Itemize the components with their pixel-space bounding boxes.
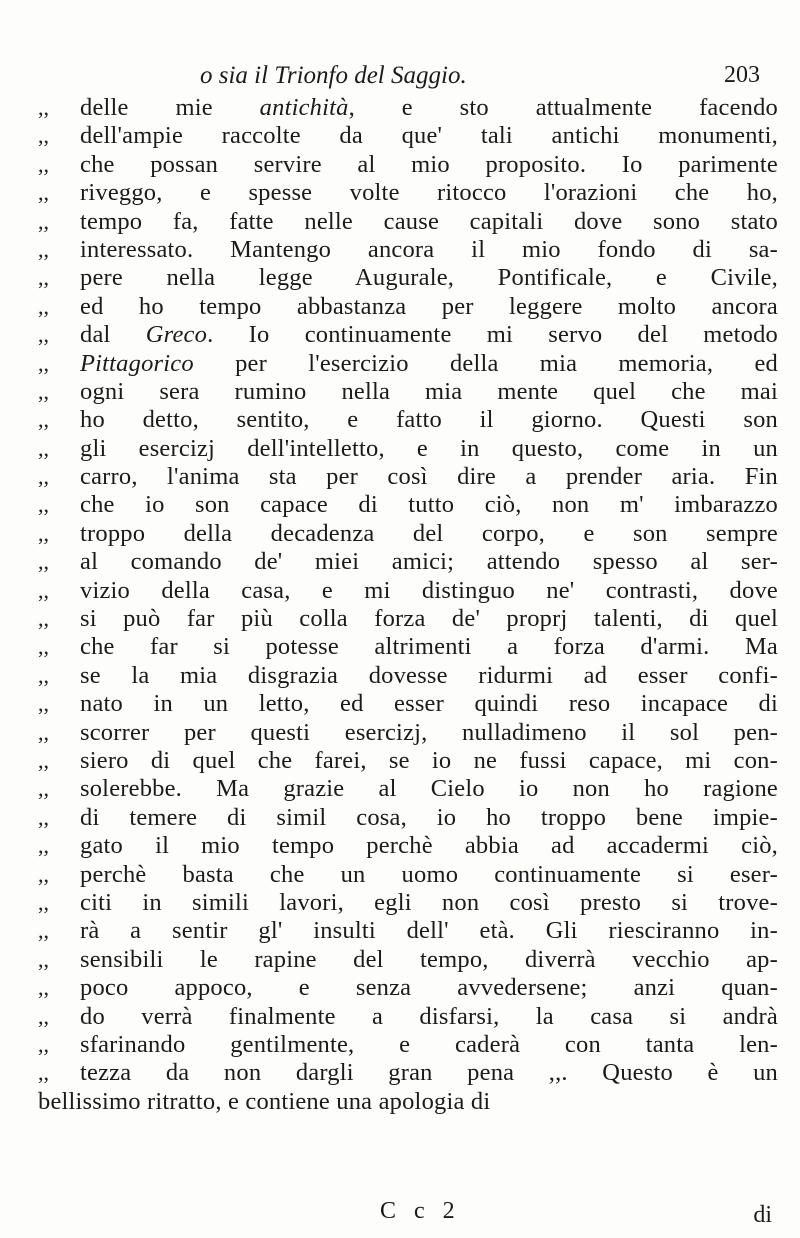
quote-mark: ,, [38, 1060, 49, 1086]
text-run: gato il mio tempo perchè abbia ad accadermi ciò, [80, 832, 778, 860]
text-line [38, 974, 778, 1002]
quote-mark: ,, [38, 435, 49, 461]
text-run: riveggo, e spesse volte ritocco l'orazioni che ho, [80, 179, 778, 207]
line-text [80, 605, 778, 633]
text-run: per l'esercizio della mia memoria, ed [193, 349, 778, 377]
text-line [38, 662, 778, 690]
quote-mark: ,, [38, 123, 49, 149]
quote-mark: ,, [38, 520, 49, 546]
text-run: tempo fa, fatte nelle cause capitali dove sono stato [80, 207, 778, 235]
line-text [80, 719, 778, 747]
quote-mark: ,, [38, 946, 49, 972]
quote-mark: ,, [38, 95, 49, 120]
line-text [80, 378, 778, 406]
line-text [80, 889, 778, 917]
quote-mark: ,, [38, 293, 49, 319]
line-text [80, 208, 778, 236]
text-run: . Io continuamente mi servo del metodo [207, 321, 778, 349]
quote-mark: ,, [38, 918, 49, 944]
signature-mark: C c 2 [380, 1198, 461, 1224]
quote-mark: ,, [38, 975, 49, 1001]
line-text [80, 633, 778, 661]
line-text [80, 917, 778, 945]
text-line [38, 889, 778, 917]
text-line [38, 151, 778, 179]
text-line [38, 350, 778, 378]
quote-mark: ,, [38, 350, 49, 376]
line-text [80, 1031, 778, 1059]
text-line [38, 463, 778, 491]
text-line [38, 179, 778, 207]
quote-mark: ,, [38, 691, 49, 717]
running-title: o sia il Trionfo del Saggio. [200, 62, 467, 89]
line-text [80, 832, 778, 860]
text-run: bellissimo ritratto, e contiene una apologia di [38, 1087, 491, 1115]
text-run: ogni sera rumino nella mia mente quel che mai [80, 377, 778, 405]
text-run: dell'ampie raccolte da que' tali antichi monumenti, [80, 122, 778, 150]
line-text [80, 775, 778, 803]
quote-mark: ,, [38, 180, 49, 206]
text-line [38, 378, 778, 406]
quote-mark: ,, [38, 889, 49, 915]
line-text [80, 577, 778, 605]
line-text [80, 293, 778, 321]
text-line [38, 208, 778, 236]
line-text [80, 321, 778, 349]
italic-word: Greco [145, 321, 208, 349]
text-run: troppo della decadenza del corpo, e son sempre [80, 519, 778, 547]
italic-word: Pittagorico [80, 349, 194, 377]
line-text [80, 491, 778, 519]
line-text [80, 548, 778, 576]
text-run: ho detto, sentito, e fatto il giorno. Questi son [80, 406, 778, 434]
catchword: di [753, 1202, 772, 1228]
text-line [38, 946, 778, 974]
text-line [38, 690, 778, 718]
line-text [80, 122, 778, 150]
text-line [38, 775, 778, 803]
quote-mark: ,, [38, 804, 49, 830]
text-run: ed ho tempo abbastanza per leggere molto ancora [80, 292, 778, 320]
quote-mark: ,, [38, 776, 49, 802]
text-run: che possan servire al mio proposito. Io parimente [80, 150, 778, 178]
line-text [80, 264, 778, 292]
text-run: al comando de' miei amici; attendo spesso al ser- [80, 548, 778, 576]
text-run: siero di quel che farei, se io ne fussi capace, mi con- [80, 746, 778, 774]
quote-mark: ,, [38, 747, 49, 773]
line-text [80, 946, 778, 974]
line-text [80, 1059, 778, 1087]
line-text [80, 94, 778, 122]
text-run: , e sto attualmente facendo [348, 94, 778, 121]
text-run: solerebbe. Ma grazie al Cielo io non ho ragione [80, 775, 778, 803]
quote-mark: ,, [38, 407, 49, 433]
text-line [38, 861, 778, 889]
quote-mark: ,, [38, 662, 49, 688]
text-run: sfarinando gentilmente, e caderà con tanta len- [80, 1030, 778, 1058]
line-text [80, 1003, 778, 1031]
text-line [38, 605, 778, 633]
text-line [38, 293, 778, 321]
quote-mark: ,, [38, 861, 49, 887]
quote-mark: ,, [38, 719, 49, 745]
text-line [38, 917, 778, 945]
quote-mark: ,, [38, 378, 49, 404]
text-line [38, 94, 778, 122]
line-text [80, 406, 778, 434]
text-line [38, 1059, 778, 1087]
text-run: se la mia disgrazia dovesse ridurmi ad esser confi- [80, 661, 778, 689]
line-text [80, 236, 778, 264]
line-text [80, 151, 778, 179]
text-line [38, 435, 778, 463]
text-line [38, 633, 778, 661]
quote-mark: ,, [38, 1031, 49, 1057]
quote-mark: ,, [38, 265, 49, 291]
line-text [80, 662, 778, 690]
text-run: tezza da non dargli gran pena ,,. Questo è un [80, 1059, 778, 1087]
text-line [38, 719, 778, 747]
quote-mark: ,, [38, 464, 49, 490]
text-run: citi in simili lavori, egli non così presto si trove- [80, 888, 778, 916]
line-text [80, 747, 778, 775]
quote-mark: ,, [38, 322, 49, 348]
text-run: vizio della casa, e mi distinguo ne' contrasti, dove [80, 576, 778, 604]
text-run: carro, l'anima sta per così dire a prender aria. Fin [80, 463, 778, 491]
text-run: nato in un letto, ed esser quindi reso incapace di [80, 690, 778, 718]
text-line [38, 548, 778, 576]
line-text [80, 974, 778, 1002]
quote-mark: ,, [38, 492, 49, 518]
quote-mark: ,, [38, 549, 49, 575]
text-run: do verrà finalmente a disfarsi, la casa si andrà [80, 1002, 778, 1030]
quote-mark: ,, [38, 606, 49, 632]
page-number: 203 [724, 62, 760, 88]
text-line [38, 491, 778, 519]
text-line [38, 832, 778, 860]
page-header [200, 62, 760, 96]
line-text [80, 520, 778, 548]
line-text [38, 1088, 778, 1116]
body-text [38, 94, 778, 1116]
text-line [38, 1088, 778, 1116]
quote-mark: ,, [38, 151, 49, 177]
line-text [80, 804, 778, 832]
text-run: che far si potesse altrimenti a forza d'armi. Ma [80, 633, 778, 661]
text-line [38, 321, 778, 349]
text-line [38, 804, 778, 832]
text-run: dal [80, 321, 146, 349]
line-text [80, 861, 778, 889]
text-run: gli esercizj dell'intelletto, e in questo, come in un [80, 434, 778, 462]
text-line [38, 122, 778, 150]
text-line [38, 1031, 778, 1059]
text-run: di temere di simil cosa, io ho troppo bene impie- [80, 803, 778, 831]
text-run: scorrer per questi esercizj, nulladimeno il sol pen- [80, 718, 778, 746]
text-line [38, 406, 778, 434]
text-line [38, 577, 778, 605]
quote-mark: ,, [38, 236, 49, 262]
quote-mark: ,, [38, 1003, 49, 1029]
text-line [38, 264, 778, 292]
line-text [80, 435, 778, 463]
line-text [80, 350, 778, 378]
text-line [38, 520, 778, 548]
line-text [80, 690, 778, 718]
text-run: sensibili le rapine del tempo, diverrà vecchio ap- [80, 945, 778, 973]
text-run: rà a sentir gl' insulti dell' età. Gli riesciranno in- [80, 917, 778, 945]
text-line [38, 1003, 778, 1031]
text-run: delle mie [80, 94, 260, 121]
page-footer [0, 1198, 800, 1228]
text-run: poco appoco, e senza avvedersene; anzi quan- [80, 974, 778, 1002]
italic-word: antichità [259, 94, 349, 121]
quote-mark: ,, [38, 833, 49, 859]
text-run: perchè basta che un uomo continuamente si eser- [80, 860, 778, 888]
line-text [80, 179, 778, 207]
line-text [80, 463, 778, 491]
quote-mark: ,, [38, 208, 49, 234]
text-line [38, 747, 778, 775]
text-run: che io son capace di tutto ciò, non m' imbarazzo [80, 491, 778, 519]
quote-mark: ,, [38, 634, 49, 660]
text-run: si può far più colla forza de' proprj talenti, di quel [80, 605, 778, 633]
text-run: pere nella legge Augurale, Pontificale, e Civile, [80, 264, 778, 292]
text-run: interessato. Mantengo ancora il mio fondo di sa- [80, 235, 778, 263]
text-line [38, 236, 778, 264]
quote-mark: ,, [38, 577, 49, 603]
